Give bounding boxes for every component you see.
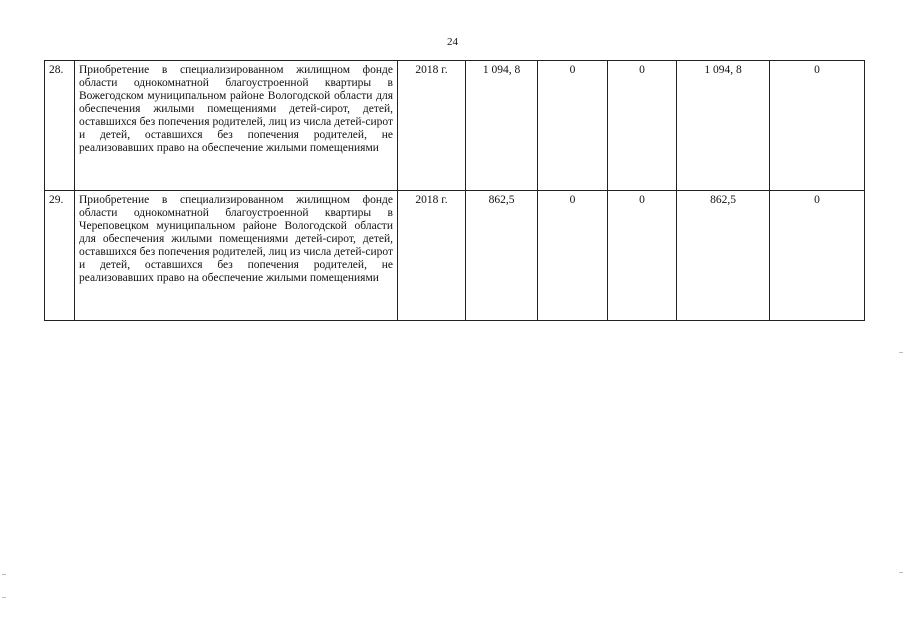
row-year: 2018 г. bbox=[398, 191, 466, 321]
scan-mark bbox=[2, 597, 6, 598]
row-value-6: 1 094, 8 bbox=[677, 61, 770, 191]
row-value-7: 0 bbox=[770, 191, 865, 321]
row-description: Приобретение в специализированном жилищном фонде области однокомнатной благоустроенной квартиры в Череповецком муниципальном районе Вологодской области для обеспечения жилыми помещениями детей-сирот, детей, оставшихся без попечения родителей, лиц из числа детей-сирот и детей, оставшихся без попечения родителей, не реализовавших право на обеспечение жилыми помещениями bbox=[75, 191, 398, 321]
row-total: 1 094, 8 bbox=[466, 61, 538, 191]
row-value-4: 0 bbox=[538, 191, 608, 321]
row-year: 2018 г. bbox=[398, 61, 466, 191]
scan-mark bbox=[899, 352, 903, 353]
row-value-6: 862,5 bbox=[677, 191, 770, 321]
row-value-5: 0 bbox=[608, 191, 677, 321]
row-value-7: 0 bbox=[770, 61, 865, 191]
page-number: 24 bbox=[447, 36, 458, 48]
row-number: 29. bbox=[45, 191, 75, 321]
row-value-4: 0 bbox=[538, 61, 608, 191]
data-table bbox=[44, 60, 865, 321]
row-number: 28. bbox=[45, 61, 75, 191]
scan-mark bbox=[2, 574, 6, 575]
scan-mark bbox=[899, 572, 903, 573]
row-description: Приобретение в специализированном жилищном фонде области однокомнатной благоустроенной квартиры в Вожегодском муниципальном районе Вологодской области для обеспечения жилыми помещениями детей-сирот, детей, оставшихся без попечения родителей, лиц из числа детей-сирот и детей, оставшихся без попечения родителей, не реализовавших право на обеспечение жилыми помещениями bbox=[75, 61, 398, 191]
table-row bbox=[45, 61, 865, 191]
table-row bbox=[45, 191, 865, 321]
row-value-5: 0 bbox=[608, 61, 677, 191]
row-total: 862,5 bbox=[466, 191, 538, 321]
